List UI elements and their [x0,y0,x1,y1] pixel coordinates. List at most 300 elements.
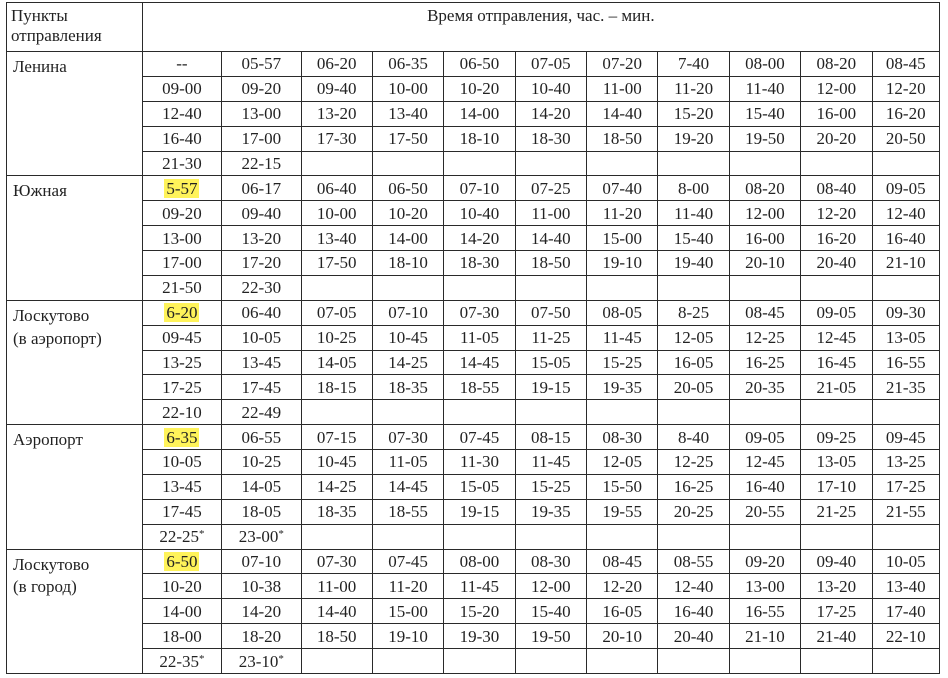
departure-time: 11-45 [602,328,642,348]
departure-time: 14-00 [162,601,202,621]
departure-time-cell [372,226,443,251]
departure-time: 08-45 [745,303,785,323]
departure-time-cell [872,450,939,475]
departure-time: 07-45 [459,427,500,447]
departure-time-cell [142,201,221,226]
departure-time-cell [222,52,301,77]
departure-time: 13-40 [316,228,357,248]
departure-time: 17-00 [162,253,202,273]
departure-time: 16-25 [673,477,714,497]
departure-time: 11-40 [674,203,714,223]
departure-time: 21-55 [885,502,926,522]
table-row [7,524,940,549]
departure-time: 7-40 [677,54,710,74]
table-row [7,76,940,101]
departure-time: 14-40 [602,104,643,124]
departure-time: 11-20 [674,79,714,99]
departure-time: 14-00 [388,228,428,248]
departure-time: 18-15 [316,377,357,397]
departure-time: 21-30 [162,153,202,173]
departure-time: 18-10 [388,253,428,273]
departure-time-cell [301,624,372,649]
departure-time-cell [301,275,372,300]
departure-time: 12-45 [745,452,785,472]
departure-time: 18-50 [530,253,571,273]
departure-time: 16-00 [816,104,857,124]
departure-time-cell [587,126,658,151]
departure-time: 13-25 [885,452,926,472]
table-row [7,425,940,450]
departure-time-cell [142,375,221,400]
table-row [7,325,940,350]
departure-time: 14-05 [316,352,357,372]
departure-time-cell [658,52,729,77]
departure-time: 16-40 [673,601,714,621]
departure-time-cell [301,300,372,325]
departure-time-cell [444,76,515,101]
departure-time-cell [658,176,729,201]
departure-time-cell [587,201,658,226]
departure-time-cell [587,52,658,77]
departure-time: 06-17 [241,178,282,198]
departure-time: 10-20 [162,576,202,596]
departure-time-cell [658,201,729,226]
departure-time-cell [515,126,586,151]
departure-time-cell [142,101,221,126]
departure-time: 8-25 [677,303,710,323]
departure-time: 16-40 [885,228,926,248]
departure-time: 07-10 [388,303,428,323]
departure-time-cell [587,649,658,674]
departure-time: 16-55 [745,601,785,621]
table-row [7,474,940,499]
departure-time: 19-30 [459,626,500,646]
departure-time-cell [587,101,658,126]
departure-time-cell [872,624,939,649]
departure-time: 6-50 [166,551,198,571]
departure-time-cell [222,201,301,226]
departure-time-cell [372,201,443,226]
departure-time-cell [729,325,800,350]
departure-time-cell [222,176,301,201]
departure-time: 12-00 [745,203,785,223]
departure-time-cell [222,524,301,549]
departure-time-cell [142,325,221,350]
departure-time-cell [801,226,872,251]
departure-time: 12-40 [162,104,202,124]
departure-time: 08-30 [530,551,571,571]
departure-time-cell [801,52,872,77]
departure-time: 18-55 [459,377,500,397]
departure-time: 11-30 [459,452,499,472]
departure-time: 16-05 [602,601,643,621]
table-row [7,151,940,176]
departure-time-cell [658,624,729,649]
departure-time: 12-05 [673,328,714,348]
departure-time-cell [301,101,372,126]
departure-time: 13-05 [816,452,857,472]
departure-time: 09-45 [885,427,926,447]
departure-time: 22-35 [159,651,199,671]
departure-time-cell [729,300,800,325]
departure-time: 15-40 [745,104,785,124]
departure-time-cell [729,76,800,101]
departure-time-header: Время отправления, час. – мин. [142,3,939,52]
departure-time-cell [801,201,872,226]
departure-time-cell [587,300,658,325]
departure-time: 13-20 [241,228,282,248]
departure-time: 09-00 [162,79,202,99]
departure-time-cell [801,624,872,649]
departure-time-cell [222,599,301,624]
departure-time-cell [515,251,586,276]
departure-time: 07-25 [530,178,571,198]
departure-time: 13-25 [162,352,202,372]
departure-time: 14-45 [459,352,500,372]
departure-time: 18-20 [241,626,282,646]
departure-time: 22-49 [241,402,282,422]
departure-time: 18-00 [162,626,202,646]
departure-time: 15-40 [530,601,571,621]
departure-time: 07-30 [388,427,428,447]
departure-time-cell [372,52,443,77]
stop-name [7,549,143,674]
departure-time: 17-40 [885,601,926,621]
departure-time: 18-30 [530,129,571,149]
departure-time: 16-25 [745,352,785,372]
departure-time: 10-20 [388,203,428,223]
departure-time: 07-30 [459,303,500,323]
departure-time-cell [729,499,800,524]
departure-time-cell [301,450,372,475]
departure-time-cell [872,524,939,549]
departure-time: 11-45 [459,576,499,596]
table-row [7,549,940,574]
departure-time-cell [301,151,372,176]
departure-time: 07-10 [459,178,500,198]
departure-time-cell [515,275,586,300]
departure-time-cell [515,76,586,101]
table-row [7,126,940,151]
departure-time-cell [658,300,729,325]
departure-time-cell [587,574,658,599]
stop-name-line: Южная [13,181,67,201]
table-row [7,375,940,400]
departure-time-cell [729,425,800,450]
departure-time-cell [372,425,443,450]
departure-time-cell [444,325,515,350]
departure-time: 20-35 [745,377,785,397]
departure-time-cell [142,251,221,276]
table-row [7,52,940,77]
header-line2: отправления [11,26,102,46]
departure-time-cell [301,549,372,574]
departure-time: 19-50 [530,626,571,646]
departure-time: 07-45 [388,551,428,571]
departure-time: 8-40 [677,427,710,447]
departure-time: 12-20 [885,79,926,99]
departure-time: 8-00 [677,178,710,198]
departure-time-cell [658,549,729,574]
departure-time: 09-05 [816,303,857,323]
departure-time-cell [587,275,658,300]
departure-time-cell [872,76,939,101]
departure-time: 18-50 [316,626,357,646]
departure-time-cell [444,350,515,375]
departure-time-cell [444,599,515,624]
departure-time: 14-20 [530,104,571,124]
departure-time-cell [658,350,729,375]
departure-time-cell [372,624,443,649]
departure-time-cell [729,624,800,649]
departure-time: 12-45 [816,328,857,348]
departure-time-cell [801,450,872,475]
departure-time-cell [142,76,221,101]
departure-time: 13-00 [745,576,785,596]
departure-time-cell [801,425,872,450]
table-row [7,499,940,524]
departure-time: 15-00 [602,228,643,248]
table-row [7,649,940,674]
departure-time-cell [222,151,301,176]
departure-time: 23-00 [238,527,279,547]
departure-time-cell [372,101,443,126]
table-row [7,400,940,425]
departure-time: 08-20 [745,178,785,198]
departure-time-cell [801,474,872,499]
departure-time: 19-20 [673,129,714,149]
departure-time: 09-20 [162,203,202,223]
departure-time: 18-35 [388,377,428,397]
departure-time-cell [515,201,586,226]
departure-time-cell [587,76,658,101]
departure-time: 14-40 [316,601,357,621]
departure-time-cell [872,251,939,276]
departure-time-cell [142,52,221,77]
departure-time-cell [587,474,658,499]
departure-time: 6-20 [166,303,198,323]
departure-time-cell [301,251,372,276]
departure-time: 12-00 [530,576,571,596]
departure-time: 16-20 [816,228,857,248]
departure-time-cell [444,176,515,201]
departure-time: 20-55 [745,502,785,522]
departure-time-cell [729,350,800,375]
departure-time: 12-05 [602,452,643,472]
departure-time: 19-15 [530,377,571,397]
departure-time-cell [801,76,872,101]
departure-time: 16-40 [745,477,785,497]
departure-time: 20-25 [673,502,714,522]
departure-time: 17-20 [241,253,282,273]
departure-time-cell [658,76,729,101]
departure-time: 18-30 [459,253,500,273]
departure-time-cell [872,599,939,624]
departure-time: 10-00 [316,203,357,223]
departure-time-cell [222,251,301,276]
departure-time: 19-10 [388,626,428,646]
departure-time: 08-15 [530,427,571,447]
departure-time-cell [222,325,301,350]
table-row [7,226,940,251]
departure-time-cell [587,524,658,549]
departure-time: 13-05 [885,328,926,348]
departure-time: 11-00 [602,79,642,99]
departure-time-cell [587,226,658,251]
departure-time: 18-50 [602,129,643,149]
departure-time: 07-20 [602,54,643,74]
departure-time-cell [372,151,443,176]
footnote-mark: * [278,528,284,541]
departure-time: 22-10 [885,626,926,646]
departure-time: 17-25 [885,477,926,497]
departure-time-cell [658,151,729,176]
departure-time: 17-25 [816,601,857,621]
departure-time: 11-00 [317,576,357,596]
departure-time-cell [801,101,872,126]
departure-time: 13-45 [241,352,282,372]
stop-name [7,52,143,176]
departure-time-cell [801,126,872,151]
departure-time: 14-45 [388,477,428,497]
departure-time: 10-05 [162,452,202,472]
departure-time-cell [872,101,939,126]
departure-time: 17-45 [241,377,282,397]
departure-time-cell [729,251,800,276]
departure-time: 22-25 [159,527,199,547]
departure-time-cell [444,425,515,450]
departure-time: 20-40 [673,626,714,646]
departure-time-cell [301,76,372,101]
departure-time: 10-45 [316,452,357,472]
departure-time: 10-25 [316,328,357,348]
departure-time-cell [658,101,729,126]
departure-time-cell [658,499,729,524]
departure-time-cell [872,400,939,425]
departure-time-cell [515,574,586,599]
departure-time-cell [444,300,515,325]
departure-time-cell [301,350,372,375]
departure-time-cell [222,400,301,425]
departure-time-cell [444,251,515,276]
departure-time-cell [142,176,221,201]
departure-time-cell [301,425,372,450]
departure-time-cell [658,251,729,276]
departure-time-cell [515,400,586,425]
departure-time-cell [587,251,658,276]
departure-time-cell [142,425,221,450]
departure-time-cell [515,599,586,624]
departure-time-cell [801,350,872,375]
departure-points-header [7,3,143,52]
departure-time: 10-25 [241,452,282,472]
departure-time: 19-55 [602,502,643,522]
stop-name-line: Ленина [13,57,67,76]
timetable [6,2,940,674]
departure-time: 09-20 [745,551,785,571]
departure-time: 10-40 [530,79,571,99]
table-row [7,201,940,226]
departure-time: -- [176,54,188,74]
header-line1: Пункты [11,6,68,25]
departure-time: 19-15 [459,502,500,522]
departure-time-cell [372,474,443,499]
departure-time: 17-25 [162,377,202,397]
departure-time-cell [372,126,443,151]
departure-time-cell [872,176,939,201]
departure-time: 17-50 [316,253,357,273]
departure-time: 08-20 [816,54,857,74]
departure-time-cell [444,126,515,151]
departure-time: 13-40 [885,576,926,596]
departure-time: 22-15 [241,153,282,173]
departure-time-cell [301,599,372,624]
departure-time: 06-55 [241,427,282,447]
departure-time-cell [372,76,443,101]
departure-time-cell [372,649,443,674]
departure-time-cell [872,151,939,176]
departure-time: 10-20 [459,79,500,99]
departure-time-cell [222,624,301,649]
departure-time-cell [444,649,515,674]
departure-time: 08-45 [602,551,643,571]
departure-time-cell [587,375,658,400]
stop-name-line: Лоскутово [13,554,90,574]
departure-time: 13-20 [816,576,857,596]
departure-time: 08-00 [745,54,785,74]
departure-time-cell [515,425,586,450]
departure-time-cell [729,126,800,151]
departure-time: 07-05 [316,303,357,323]
departure-time: 17-30 [316,129,357,149]
departure-time-cell [729,574,800,599]
departure-time: 14-25 [316,477,357,497]
departure-time-cell [372,325,443,350]
departure-time: 12-40 [885,203,926,223]
departure-time: 15-20 [459,601,500,621]
departure-time-cell [515,226,586,251]
departure-time-cell [658,574,729,599]
departure-time: 19-35 [602,377,643,397]
departure-time-cell [444,275,515,300]
departure-time: 20-50 [885,129,926,149]
departure-time: 12-20 [816,203,857,223]
departure-time-cell [142,151,221,176]
departure-time-cell [658,474,729,499]
departure-time-cell [515,450,586,475]
departure-time-cell [444,549,515,574]
departure-time: 15-50 [602,477,643,497]
departure-time-cell [444,524,515,549]
departure-time: 08-30 [602,427,643,447]
departure-time-cell [444,375,515,400]
departure-time-cell [142,474,221,499]
departure-time-cell [587,350,658,375]
departure-time-cell [301,226,372,251]
departure-time-cell [801,400,872,425]
departure-time: 20-10 [745,253,785,273]
departure-time-cell [301,325,372,350]
departure-time: 15-00 [388,601,428,621]
departure-time-cell [587,549,658,574]
departure-time-cell [372,350,443,375]
departure-time-cell [658,649,729,674]
departure-time: 15-05 [459,477,500,497]
departure-time-cell [222,275,301,300]
departure-time: 08-55 [673,551,714,571]
stop-name-line: Лоскутово [13,305,90,325]
departure-time-cell [444,151,515,176]
